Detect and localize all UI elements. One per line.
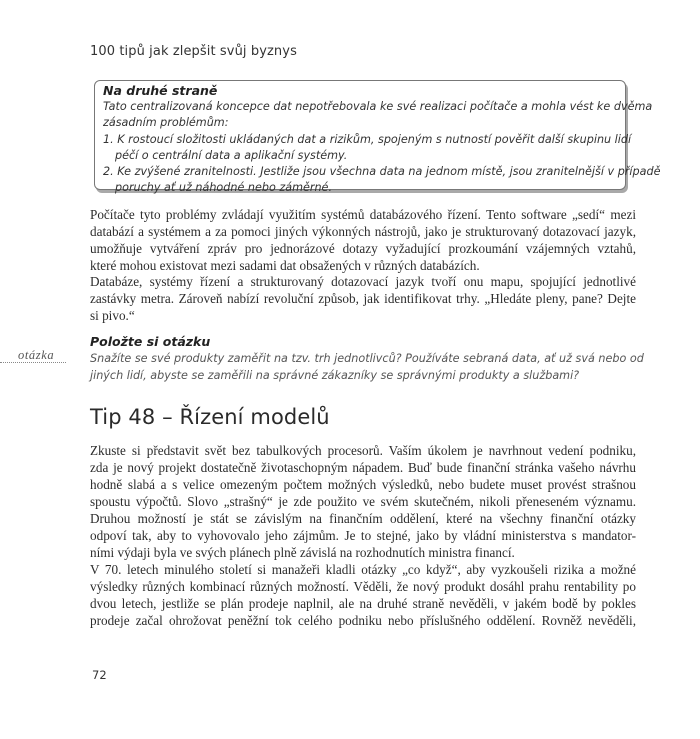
- text-line: databází a systémem a za pomoci jiných výkonných nástrojů, jako je strukturovaný dotazovací jazyk,: [90, 224, 636, 239]
- text-line: zastávky metra. Zároveň nabízí revoluční způsob, jak identifikovat trhy. „Hledáte pleny, pane? Dejte: [90, 291, 636, 306]
- text-line: dvou letech, jestliže se plán prodeje naplnil, ale na druhé straně nevěděli, v jakém bodě by pokles: [90, 596, 636, 611]
- sidebar-box: [94, 80, 661, 195]
- text-line: Počítače tyto problémy zvládají využitím systémů databázového řízení. Tento software „sedí“ mezi: [90, 207, 636, 222]
- text-line: umožňuje vytváření zpráv pro jednorázové dotazy vyžadující prozkoumání vzájemných vztahů,: [90, 241, 636, 256]
- box-line: 2. Ke zvýšené zranitelnosti. Jestliže jsou všechna data na jednom místě, jsou zranitelnější v případě: [103, 165, 661, 179]
- box-line: péčí o centrální data a aplikační systémy.: [115, 148, 348, 162]
- text-line: odpoví tak, aby to vyhovovalo jeho zájmům. Je to stejné, jako by vládní ministerstva s mandator-: [90, 528, 636, 543]
- questions-text: [90, 351, 644, 384]
- box-line: 1. K rostoucí složitosti ukládaných dat a rizikům, spojeným s nutností pověřit další skupinu lidí: [103, 132, 632, 146]
- paragraph-2: [90, 273, 636, 324]
- text-line: Zkuste si představit svět bez tabulkových procesorů. Vaším úkolem je navrhnout vedení podniku,: [90, 443, 636, 458]
- questions-line: jiných lidí, abyste se zaměřili na správné zákazníky se správnými produkty a službami?: [90, 368, 580, 382]
- text-line: které mohou existovat mezi sadami dat obsažených v různých databázích.: [90, 258, 480, 273]
- text-line: hodně slabá a s velice omezeným počtem možných výsledků, nebo budete muset provést strašnou: [90, 477, 636, 492]
- text-line: si pivo.“: [90, 308, 135, 323]
- running-header: 100 tipů jak zlepšit svůj byznys: [90, 44, 297, 59]
- margin-note: otázka: [18, 348, 55, 362]
- box-title: Na druhé straně: [103, 83, 218, 98]
- questions-line: Snažíte se své produkty zaměřit na tzv. trh jednotlivců? Používáte sebraná data, ať už svá nebo od: [90, 352, 644, 365]
- page-number: 72: [92, 668, 107, 682]
- text-line: Databáze, systémy řízení a strukturovaný dotazovací jazyk tvoří onu mapu, spojující jednotlivé: [90, 274, 636, 289]
- box-line: Tato centralizovaná koncepce dat nepotřebovala ke své realizaci počítače a mohla vést ke dvěma: [103, 100, 653, 113]
- text-line: zda je nový projekt dostatečně životaschopným nápadem. Buď bude finanční stránka vašeho návrhu: [90, 460, 636, 475]
- box-line: poruchy ať už náhodné nebo záměrné.: [115, 181, 332, 195]
- text-line: spoustu výpočtů. Slovo „strašný“ je zde použito ve svém skutečném, nikoli přeneseném významu.: [90, 494, 636, 509]
- box-line: zásadním problémům:: [103, 116, 229, 130]
- text-line: V 70. letech minulého století si manažeři kladli otázky „co když“, aby vyzkoušeli rizika a možné: [90, 562, 636, 577]
- text-line: ními výdaji byla ve svých plánech plně závislá na rozhodnutích ministra financí.: [90, 545, 515, 560]
- tip-heading: Tip 48 – Řízení modelů: [90, 405, 330, 429]
- margin-rule: [0, 362, 66, 363]
- text-line: prodeje začal ohrožovat peněžní tok celého podniku nebo příslušného oddělení. Rovněž nevěděli,: [90, 613, 636, 628]
- questions-title: Položte si otázku: [90, 334, 211, 349]
- paragraph-3: [90, 442, 636, 561]
- paragraph-1: [90, 206, 636, 274]
- paragraph-4: [90, 561, 636, 629]
- text-line: Druhou možností je stát se závislým na finančním oddělení, které na všechny finanční otázky: [90, 511, 636, 526]
- text-line: výsledky různých kombinací různých možností. Věděli, že nový produkt dosáhl prahu rentability po: [90, 579, 636, 594]
